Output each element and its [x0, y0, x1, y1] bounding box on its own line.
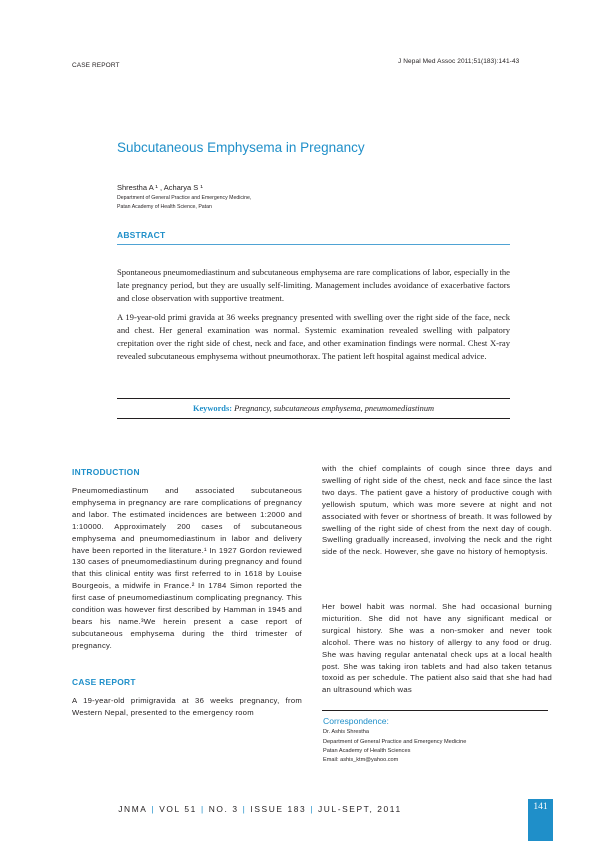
introduction-heading: INTRODUCTION — [72, 467, 140, 477]
keywords-value: Pregnancy, subcutaneous emphysema, pneumomediastinum — [234, 404, 435, 413]
keywords-label: Keywords: — [192, 404, 233, 413]
author-affiliation-line-1: Department of General Practice and Emergency Medicine, — [117, 195, 252, 201]
running-header-section: CASE REPORT — [72, 62, 120, 69]
correspondence-department: Department of General Practice and Emergency Medicine — [323, 739, 467, 745]
abstract-heading: ABSTRACT — [117, 230, 166, 240]
article-title: Subcutaneous Emphysema in Pregnancy — [117, 140, 365, 155]
keywords-top-rule — [117, 398, 510, 399]
page-number: 141 — [533, 802, 548, 812]
author-affiliation-line-2: Patan Academy of Health Science, Patan — [117, 204, 212, 210]
correspondence-email: Email: ashis_ktm@yahoo.com — [323, 757, 399, 763]
footer-number: NO. 3 — [208, 804, 239, 814]
right-column-paragraph-1 — [322, 463, 552, 558]
correspondence-rule — [322, 710, 548, 711]
introduction-text — [72, 485, 302, 652]
case-report-paragraph: A 19-year-old primigravida at 36 weeks pregnancy, from Western Nepal, presented to the emergency room — [72, 696, 302, 717]
introduction-paragraph: Pneumomediastinum and associated subcutaneous emphysema in pregnancy are rare complications of pregnancy and labor. The estimated incidences are between 1:2000 and 1:10000. Approximately 200 cases of subcutaneous emphysema and pneumomediastinum in labor and delivery have been reported in the literature.¹ In 1927 Gordon reviewed 130 cases of pneumomediastinum during pregnancy and found that this clinical entity was first referred to in 1618 by Louise Bourgeois, a midwife in France.² In 1784 Simon reported the first case of pneumomediastinum complicating pregnancy. This condition was however first described by Hamman in 1945 and bears his name.³We herein present a case report of subcutaneous emphysema during the third trimester of pregnancy. — [72, 486, 302, 650]
page-number-box — [528, 799, 553, 841]
case-report-text — [72, 695, 302, 719]
keywords-line — [117, 404, 510, 413]
correspondence-name: Dr. Ashis Shrestha — [323, 729, 370, 735]
right-column-paragraph-2 — [322, 601, 552, 696]
footer-issue: ISSUE 183 — [250, 804, 307, 814]
personal-history-paragraph: Her bowel habit was normal. She had occasional burning micturition. She did not have any significant medical or surgical history. She was a non-smoker and never took alcohol. There was no history of allergy to any food or drug. She was having regular antenatal check ups at a local health post. She was taking iron tablets and had also taken tetanus toxoid as per schedule. The patient also said that she had had an ultrasound which was — [322, 602, 552, 695]
footer-journal: JNMA — [118, 804, 148, 814]
footer-volume: VOL 51 — [159, 804, 197, 814]
case-report-heading: CASE REPORT — [72, 677, 136, 687]
footer-period: JUL-SEPT, 2011 — [318, 804, 402, 814]
abstract-paragraph-1: Spontaneous pneumomediastinum and subcutaneous emphysema are rare complications of labor, especially in the late pregnancy period, but they are usually self-limiting. Management includes avoidance of exacerbative factors and close observation with supportive treatment. — [117, 267, 510, 303]
article-authors: Shrestha A ¹ , Acharya S ¹ — [117, 183, 203, 192]
correspondence-heading: Correspondence: — [323, 716, 389, 726]
running-header-citation: J Nepal Med Assoc 2011;51(183):141-43 — [398, 58, 520, 65]
keywords-bottom-rule — [117, 418, 510, 419]
correspondence-institution: Patan Academy of Health Sciences — [323, 748, 411, 754]
abstract-paragraph-2: A 19-year-old primi gravida at 36 weeks pregnancy presented with swelling over the right side of the face, neck and chest. Her general examination was normal. Systemic examination revealed swelling with palpatory crepitation over the right side of chest, neck and face, and other examination findings were normal. Chest X-ray revealed subcutaneous emphysema without pneumothorax. The patient left hospital against medical advice. — [117, 312, 510, 361]
journal-footer: JNMA | VOL 51 | NO. 3 | ISSUE 183 | JUL-SEPT, 2011 — [118, 804, 402, 814]
abstract-divider — [117, 244, 510, 245]
case-history-paragraph: with the chief complaints of cough since three days and swelling of right side of the chest, neck and face since the last two days. The patient gave a history of productive cough with yellowish sputum, which was more severe at night and not associated with fever or shortness of breath. It was followed by swelling of the right side of chest from the next day of cough. Swelling gradually increased, involving the neck and the right side of the neck. However, she gave no history of hemoptysis. — [322, 464, 552, 557]
